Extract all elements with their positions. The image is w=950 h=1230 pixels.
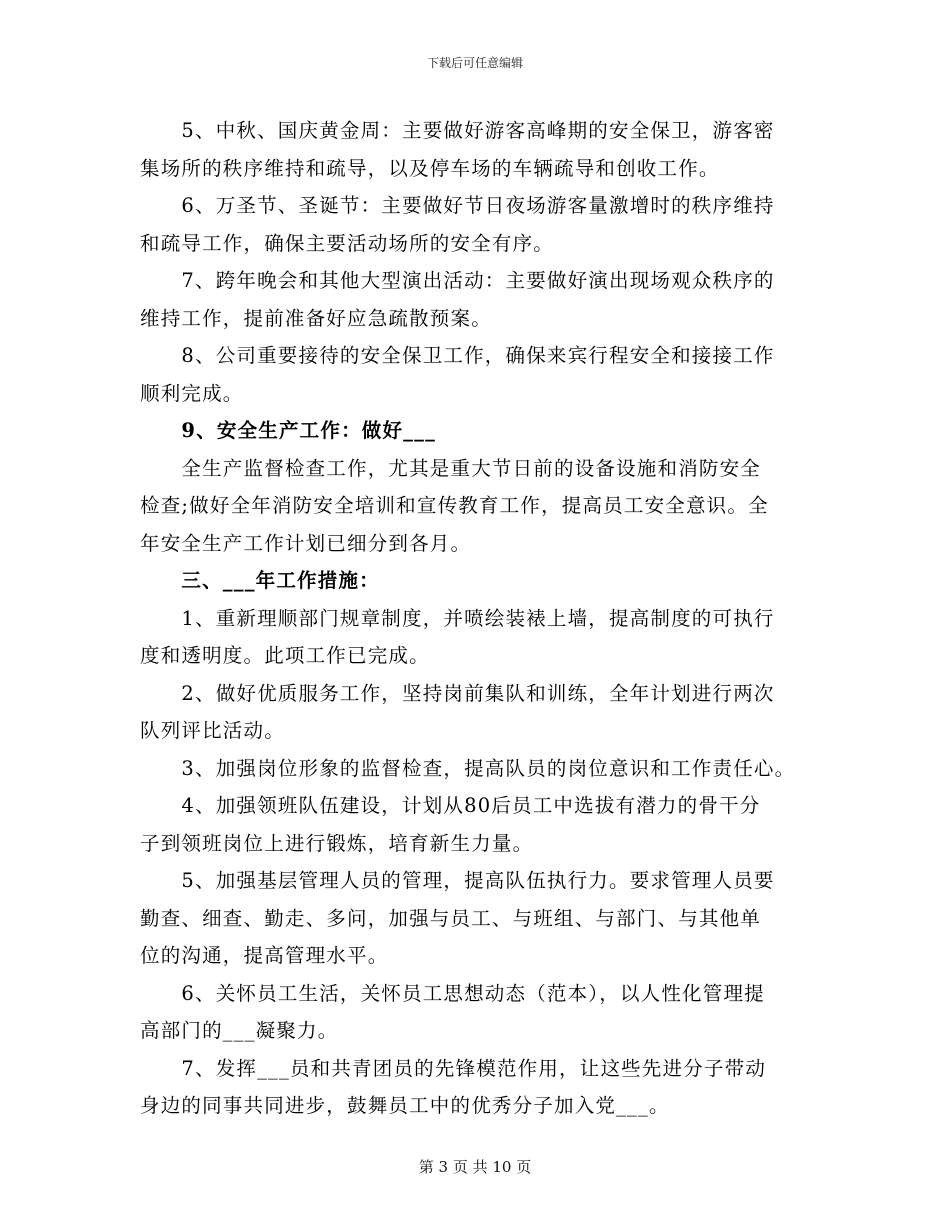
text-line: 三、___年工作措施：: [140, 569, 380, 592]
paragraph: [140, 262, 830, 337]
text-line: 7、跨年晚会和其他大型演出活动：主要做好演出现场观众秩序的: [140, 269, 775, 292]
section-heading: [140, 412, 830, 450]
paragraph: [140, 787, 830, 862]
text-line: 子到领班岗位上进行锻炼，培育新生力量。: [140, 831, 534, 855]
text-line: 1、重新理顺部门规章制度，并喷绘装裱上墙，提高制度的可执行: [140, 606, 775, 630]
section-heading: [140, 562, 830, 600]
text-line: 和疏导工作，确保主要活动场所的安全有序。: [140, 231, 555, 255]
paragraph: [140, 1050, 830, 1125]
paragraph: [140, 750, 830, 788]
text-line: 2、做好优质服务工作，坚持岗前集队和训练，全年计划进行两次: [140, 681, 775, 705]
page-number: 第 3 页 共 10 页: [418, 1158, 532, 1176]
paragraph: [140, 600, 830, 675]
paragraph: [140, 675, 830, 750]
paragraph: [140, 975, 830, 1050]
text-line: 5、加强基层管理人员的管理，提高队伍执行力。要求管理人员要: [140, 869, 775, 892]
text-line: 勤查、细查、勤走、多问，加强与员工、与班组、与部门、与其他单: [140, 906, 762, 930]
text-line: 3、加强岗位形象的监督检查，提高队员的岗位意识和工作责任心。: [140, 756, 796, 780]
text-line: 5、中秋、国庆黄金周：主要做好游客高峰期的安全保卫，游客密: [140, 119, 775, 142]
text-line: 顺利完成。: [140, 381, 244, 405]
paragraph: [140, 112, 830, 187]
text-line: 6、万圣节、圣诞节：主要做好节日夜场游客量激增时的秩序维持: [140, 194, 775, 217]
text-line: 位的沟通，提高管理水平。: [140, 944, 389, 967]
text-line: 7、发挥___员和共青团员的先锋模范作用，让这些先进分子带动: [140, 1056, 767, 1080]
paragraph: [140, 450, 830, 563]
paragraph: [140, 337, 830, 412]
document-body: [140, 112, 830, 1125]
text-line: 高部门的___凝聚力。: [140, 1019, 339, 1042]
page-header-note: 下载后可任意编辑: [426, 56, 523, 70]
text-line: 度和透明度。此项工作已完成。: [140, 644, 430, 667]
text-line: 9、安全生产工作：做好___: [140, 419, 437, 442]
paragraph: [140, 187, 830, 262]
text-line: 全生产监督检查工作，尤其是重大节日前的设备设施和消防安全: [140, 456, 762, 480]
text-line: 年安全生产工作计划已细分到各月。: [140, 531, 472, 555]
text-line: 6、关怀员工生活，关怀员工思想动态（范本），以人性化管理提: [140, 981, 765, 1005]
paragraph: [140, 862, 830, 975]
text-line: 8、公司重要接待的安全保卫工作，确保来宾行程安全和接接工作: [140, 344, 775, 367]
text-line: 集场所的秩序维持和疏导，以及停车场的车辆疏导和创收工作。: [140, 156, 720, 180]
text-line: 4、加强领班队伍建设，计划从80后员工中选拔有潜力的骨干分: [140, 794, 761, 817]
text-line: 身边的同事共同进步，鼓舞员工中的优秀分子加入党___。: [140, 1094, 670, 1117]
text-line: 检查;做好全年消防安全培训和宣传教育工作，提高员工安全意识。全: [140, 494, 769, 517]
text-line: 维持工作，提前准备好应急疏散预案。: [140, 306, 492, 330]
text-line: 队列评比活动。: [140, 719, 285, 742]
